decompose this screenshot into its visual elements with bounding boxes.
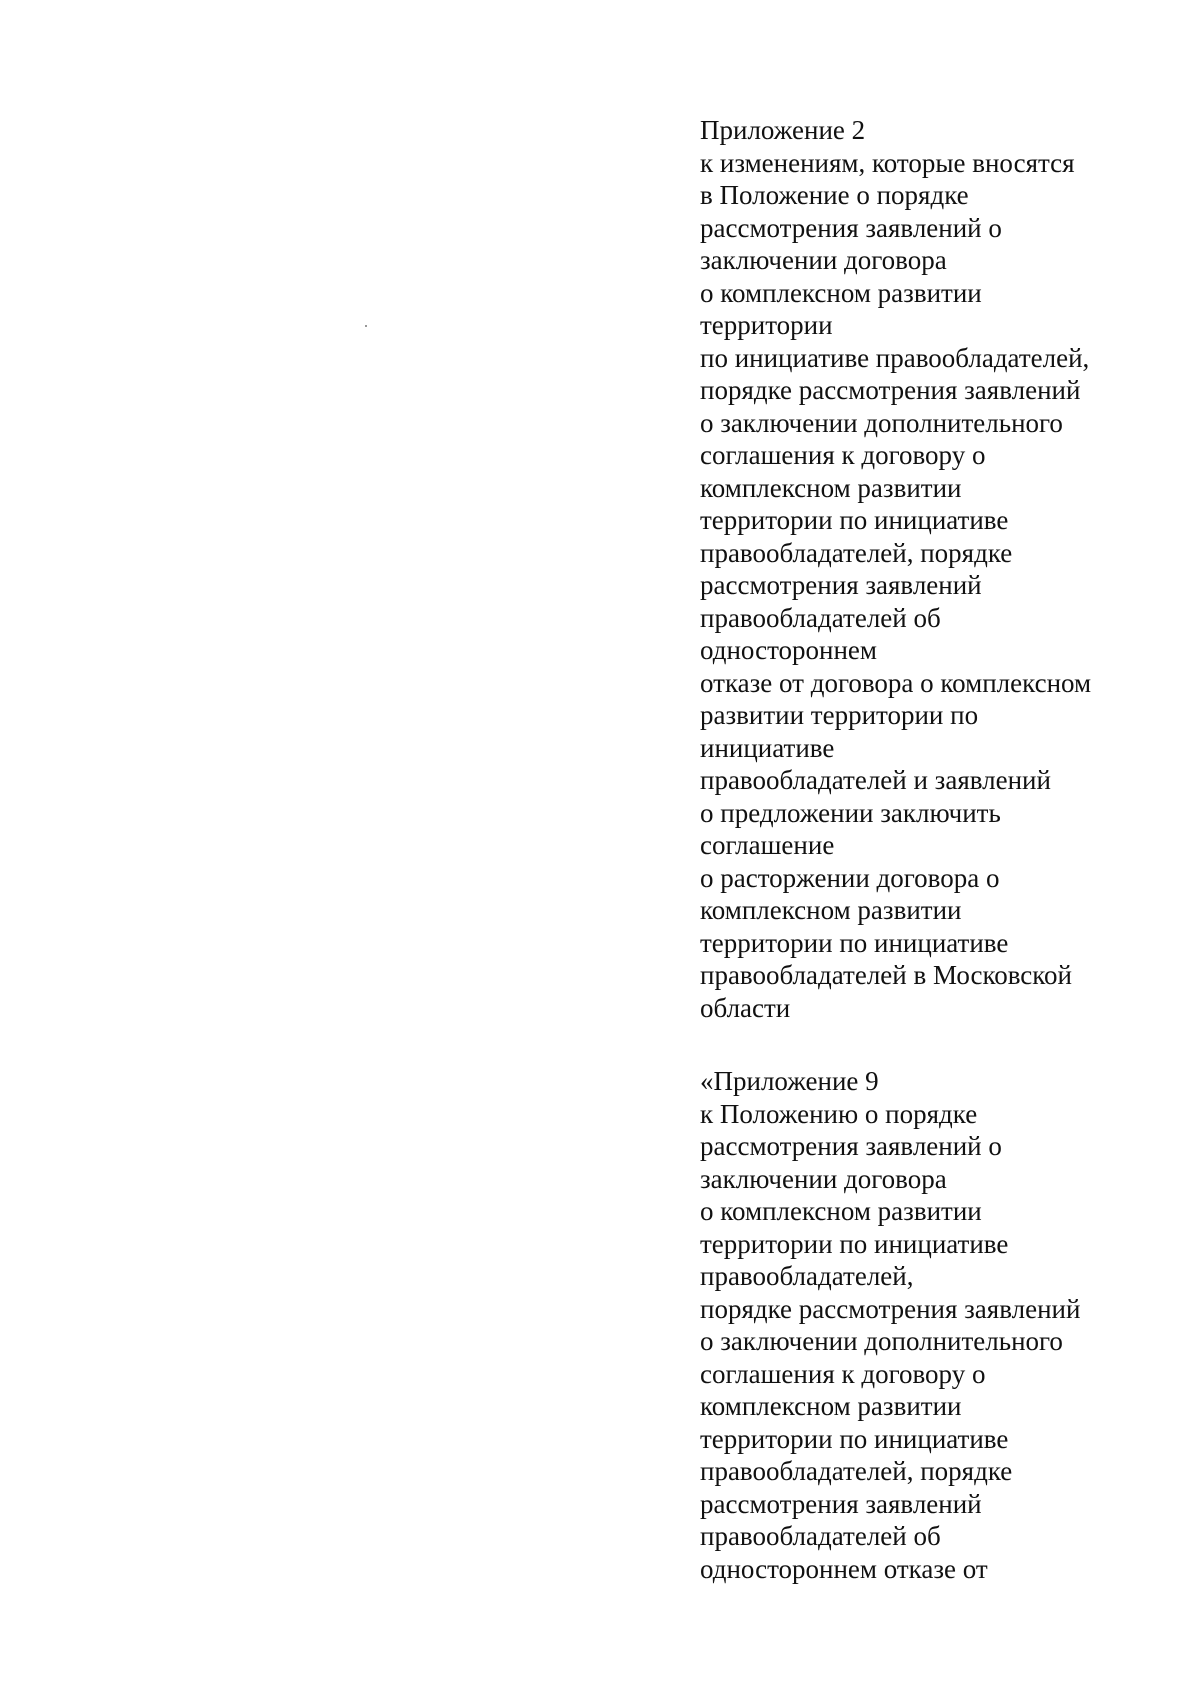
appendix-9-line-11: комплексном развитии — [700, 1391, 962, 1421]
appendix-2-line-19: развитии территории по — [700, 700, 979, 730]
appendix-2-line-17: одностороннем — [700, 635, 877, 665]
appendix-2-line-8: по инициативе правообладателей, — [700, 342, 1090, 373]
appendix-9-line-6: территории по инициативе — [700, 1228, 1009, 1259]
appendix-2-heading — [700, 114, 1180, 1024]
scan-speck — [365, 325, 367, 327]
appendix-9-line-1: «Приложение 9 — [700, 1066, 879, 1096]
appendix-9-line-10: соглашения к договору о — [700, 1358, 986, 1389]
appendix-2-line-1: Приложение 2 — [700, 115, 866, 145]
appendix-2-line-22: о предложении заключить — [700, 797, 1001, 828]
appendix-9-heading — [700, 1065, 1180, 1585]
appendix-2-line-21: правообладателей и заявлений — [700, 765, 1051, 795]
appendix-2-line-9: порядке рассмотрения заявлений — [700, 375, 1081, 405]
appendix-9-line-8: порядке рассмотрения заявлений — [700, 1293, 1081, 1324]
appendix-9-line-7: правообладателей, — [700, 1261, 914, 1291]
appendix-9-line-13: правообладателей, порядке — [700, 1456, 1013, 1486]
appendix-9-line-9: о заключении дополнительного — [700, 1326, 1063, 1356]
appendix-2-line-25: комплексном развитии — [700, 895, 962, 925]
appendix-2-line-5: заключении договора — [700, 245, 947, 275]
appendix-2-line-10: о заключении дополнительного — [700, 407, 1063, 438]
appendix-2-line-26: территории по инициативе — [700, 927, 1009, 958]
appendix-2-line-7: территории — [700, 310, 833, 340]
appendix-2-line-11: соглашения к договору о — [700, 440, 986, 470]
appendix-2-line-28: области — [700, 992, 791, 1023]
appendix-9-line-2: к Положению о порядке — [700, 1098, 978, 1129]
appendix-2-line-18: отказе от договора о комплексном — [700, 667, 1092, 698]
appendix-9-line-5: о комплексном развитии — [700, 1196, 982, 1226]
appendix-2-line-14: правообладателей, порядке — [700, 537, 1013, 568]
appendix-2-line-2: к изменениям, которые вносятся — [700, 147, 1075, 178]
appendix-9-line-15: правообладателей об — [700, 1521, 941, 1551]
appendix-2-line-13: территории по инициативе — [700, 505, 1009, 535]
appendix-9-line-14: рассмотрения заявлений — [700, 1488, 982, 1519]
appendix-2-line-20: инициативе — [700, 732, 835, 763]
appendix-9-line-16: одностороннем отказе от — [700, 1553, 988, 1584]
appendix-2-line-27: правообладателей в Московской — [700, 960, 1072, 990]
appendix-9-line-4: заключении договора — [700, 1163, 947, 1194]
appendix-2-line-24: о расторжении договора о — [700, 862, 1000, 893]
appendix-2-line-12: комплексном развитии — [700, 472, 962, 503]
appendix-2-line-3: в Положение о порядке — [700, 180, 969, 210]
appendix-9-line-3: рассмотрения заявлений о — [700, 1131, 1002, 1161]
appendix-2-line-6: о комплексном развитии — [700, 277, 982, 308]
appendix-2-line-15: рассмотрения заявлений — [700, 570, 982, 600]
appendix-9-line-12: территории по инициативе — [700, 1423, 1009, 1454]
appendix-2-line-23: соглашение — [700, 830, 835, 860]
appendix-2-line-4: рассмотрения заявлений о — [700, 212, 1002, 243]
appendix-2-line-16: правообладателей об — [700, 602, 941, 633]
